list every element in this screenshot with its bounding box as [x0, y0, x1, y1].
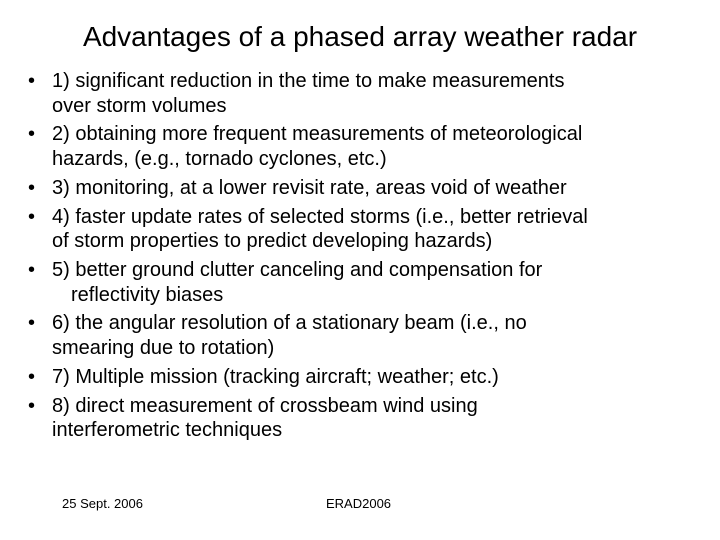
bullet-text-line: over storm volumes [52, 94, 227, 117]
bullet-text-line: 1) significant reduction in the time to make measurements [52, 70, 565, 92]
bullet-icon: • [28, 205, 36, 228]
bullet-icon: • [28, 365, 36, 388]
bullet-icon: • [28, 259, 36, 282]
bullet-item-8 [26, 394, 706, 443]
bullet-item-4 [26, 205, 706, 254]
bullet-list [26, 69, 706, 447]
bullet-text-line: of storm properties to predict developing hazards) [52, 230, 493, 253]
bullet-text-line: 2) obtaining more frequent measurements of meteorological [52, 123, 583, 146]
bullet-item-7 [26, 365, 706, 390]
bullet-item-3 [26, 176, 706, 201]
bullet-text-line: 4) faster update rates of selected storms (i.e., better retrieval [52, 205, 588, 228]
bullet-item-1 [26, 69, 706, 118]
slide-title: Advantages of a phased array weather radar [82, 21, 638, 52]
footer-date: 25 Sept. 2006 [62, 496, 143, 511]
bullet-icon: • [28, 394, 36, 417]
bullet-text-line: reflectivity biases [71, 283, 224, 306]
bullet-text-line: interferometric techniques [52, 419, 283, 442]
bullet-text-line: 5) better ground clutter canceling and compensation for [52, 259, 543, 282]
bullet-text-line: 7) Multiple mission (tracking aircraft; weather; etc.) [52, 365, 499, 388]
bullet-icon: • [28, 123, 36, 146]
bullet-item-2 [26, 122, 706, 171]
bullet-text-line: smearing due to rotation) [52, 336, 275, 359]
bullet-icon: • [28, 176, 36, 199]
bullet-icon: • [28, 70, 36, 92]
footer-conference: ERAD2006 [326, 496, 392, 511]
bullet-item-5 [26, 258, 706, 307]
bullet-text-line: 8) direct measurement of crossbeam wind using [52, 394, 478, 417]
bullet-text-line: 3) monitoring, at a lower revisit rate, areas void of weather [52, 176, 567, 199]
bullet-text-line: hazards, (e.g., tornado cyclones, etc.) [52, 147, 387, 170]
bullet-item-6 [26, 311, 706, 360]
bullet-icon: • [28, 312, 36, 335]
bullet-text-line: 6) the angular resolution of a stationary beam (i.e., no [52, 312, 527, 335]
